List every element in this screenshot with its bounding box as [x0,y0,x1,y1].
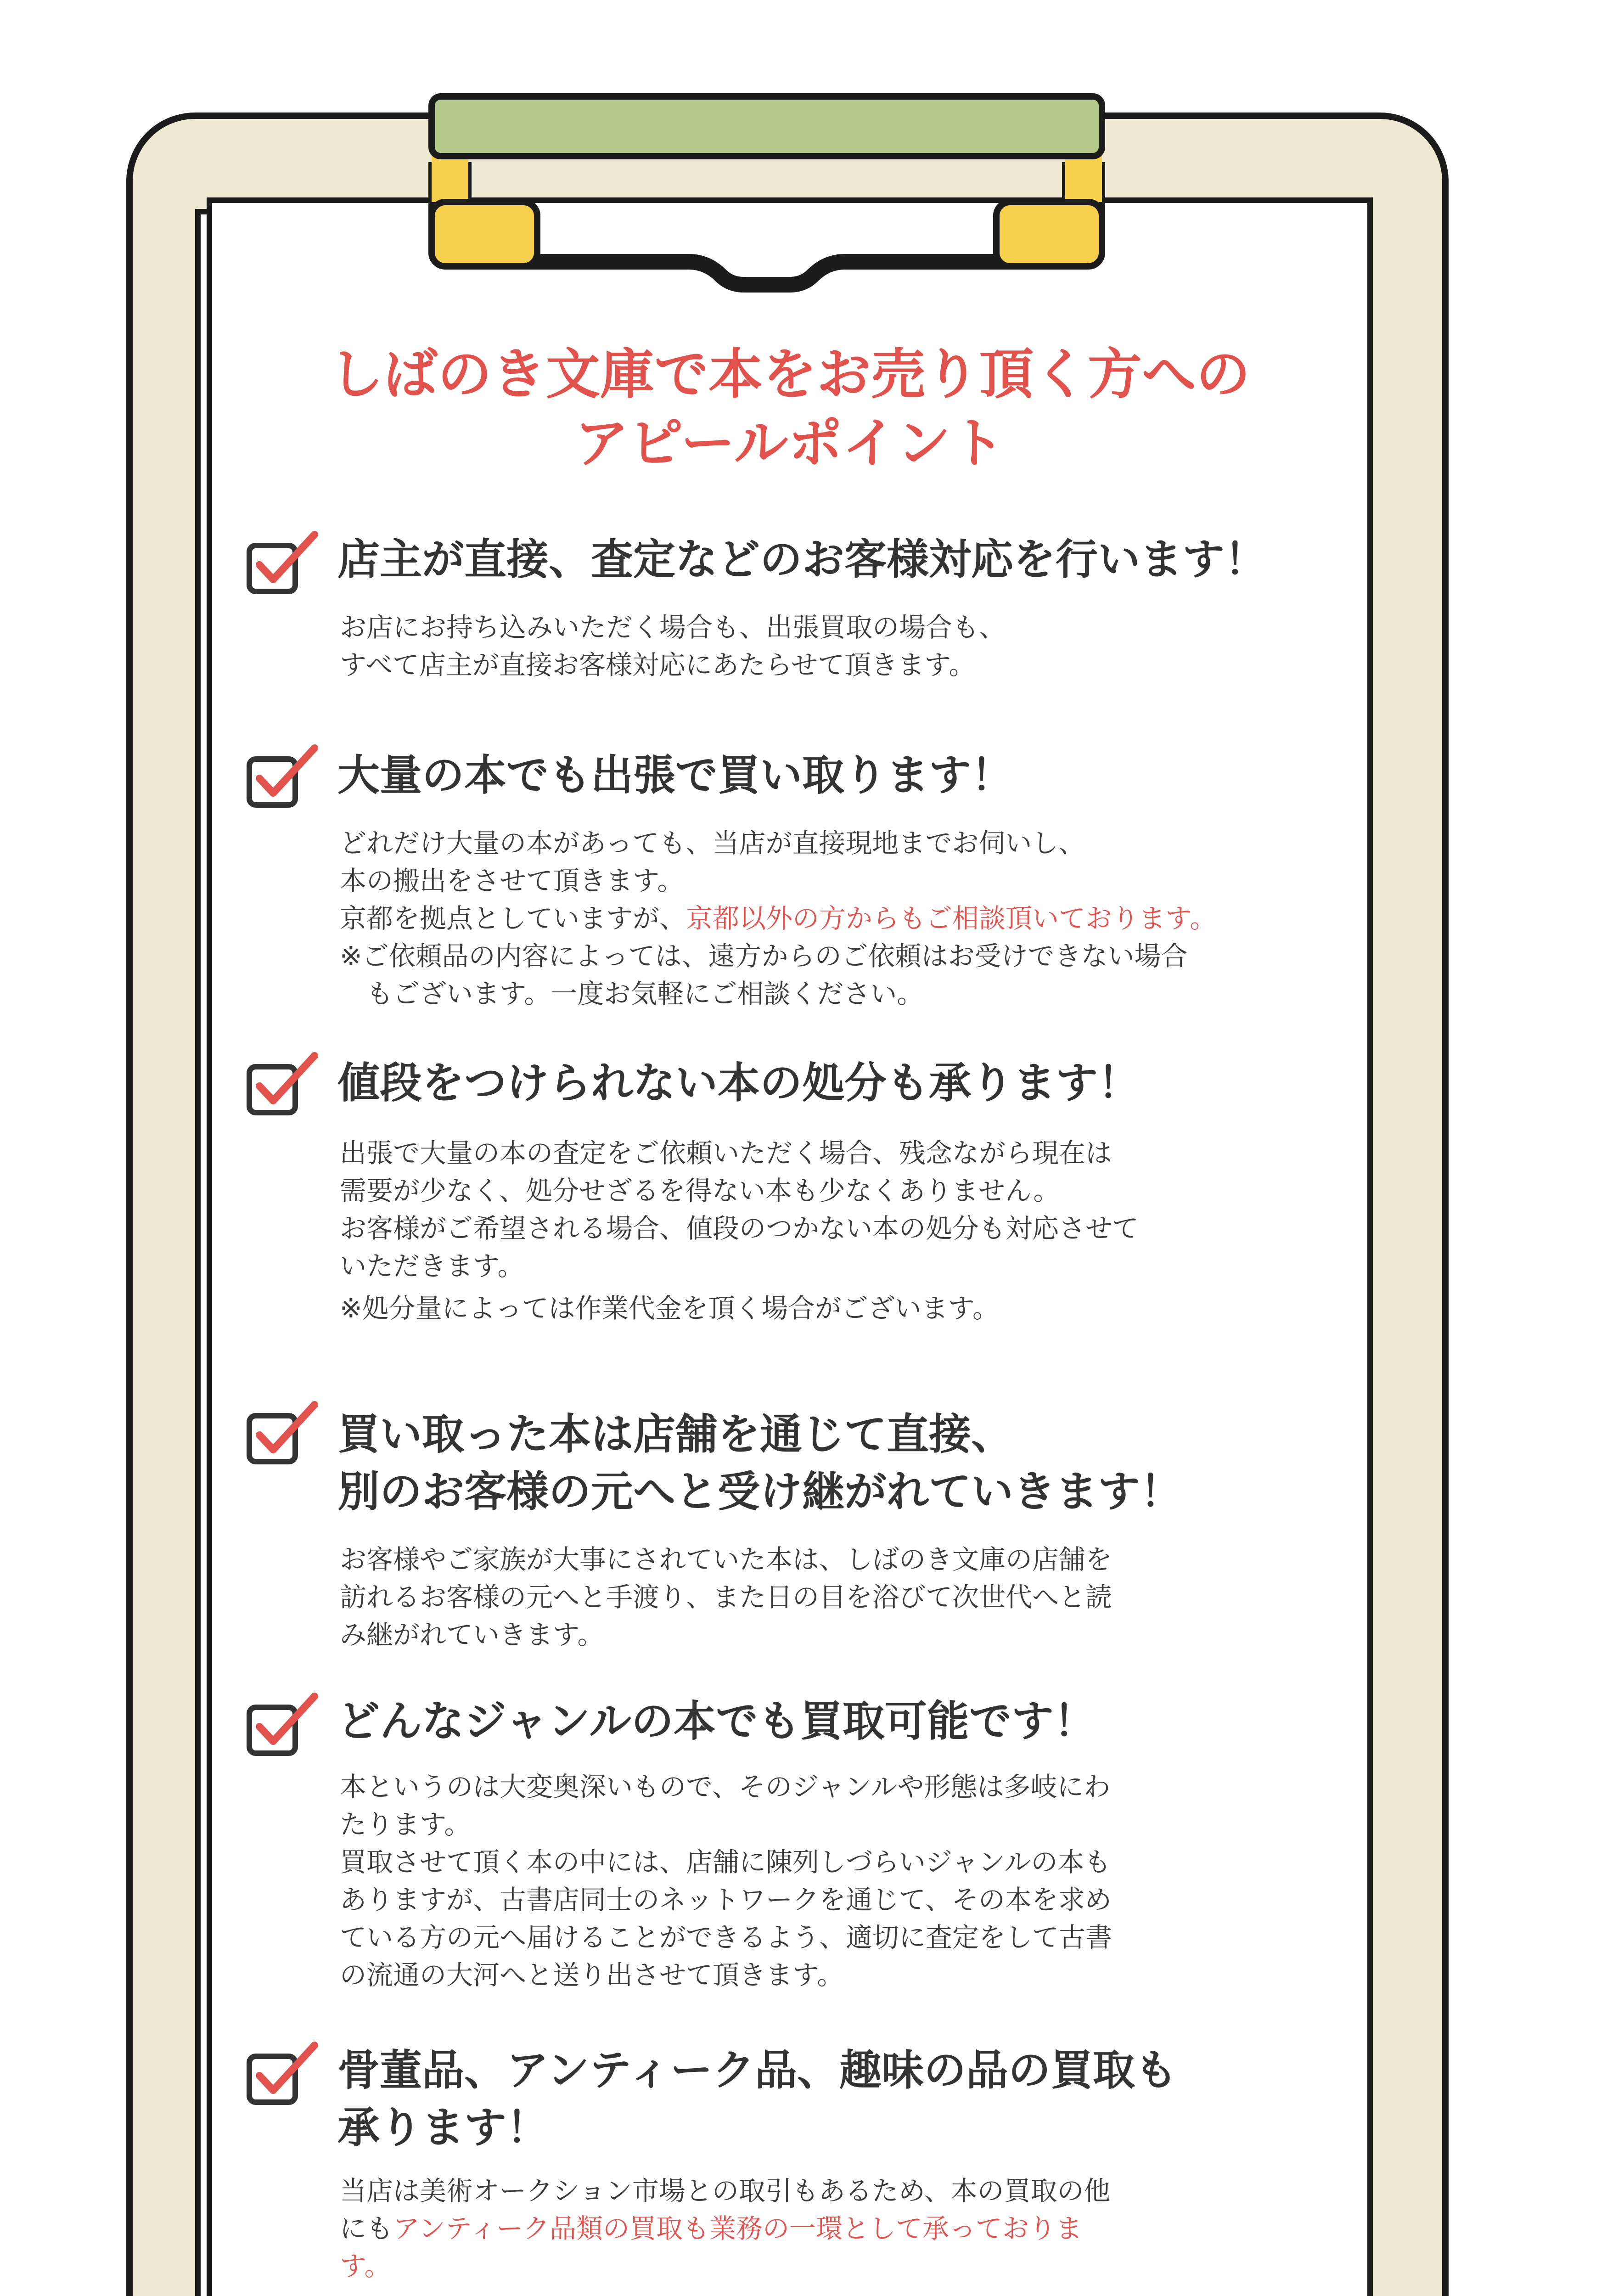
checkbox-check-icon [241,1398,324,1467]
page-title-line-2: アピールポイント [574,411,1005,475]
point-6-heading-line-1: 骨董品、アンティーク品、趣味の品の買取も [337,2046,1177,2095]
clipboard-clip-icon [376,87,1157,298]
point-2-body-line-2: 本の搬出をさせて頂きます。 [340,865,684,896]
point-4-heading-line-2: 別のお客様の元へと受け継がれていきます！ [337,1467,1183,1516]
checkbox-check-icon [241,1049,324,1118]
point-4-heading-line-1: 買い取った本は店舗を通じて直接、 [337,1410,1014,1459]
checkbox-check-icon [241,528,324,597]
point-4-body-line-3: み継がれていきます。 [340,1619,604,1650]
point-3-heading: 値段をつけられない本の処分も承ります！ [337,1058,1141,1108]
point-5-body-line-3: 買取させて頂く本の中には、店舗に陳列しづらいジャンルの本も [340,1846,1111,1878]
point-6-body-line-1: 当店は美術オークション市場との取引もあるため、本の買取の他 [340,2175,1111,2206]
point-2-heading: 大量の本でも出張で買い取ります！ [337,751,1014,800]
point-2-body-line-5: もございます。一度お気軽にご相談ください。 [340,978,924,1009]
point-5-body-line-5: ている方の元へ届けることができるよう、適切に査定をして古書 [340,1922,1113,1953]
checkbox-check-icon [241,2039,324,2108]
page-title-line-1: しばのき文庫で本をお売り頂く方への [329,343,1250,406]
point-3-body-line-1: 出張で大量の本の査定をご依頼いただく場合、残念ながら現在は [340,1137,1113,1169]
point-4-body-line-1: お客様やご家族が大事にされていた本は、しばのき文庫の店舗を [340,1544,1113,1575]
point-5-body-line-4: ありますが、古書店同士のネットワークを通じて、その本を求め [340,1884,1112,1915]
point-3-body-line-5: ※処分量によっては作業代金を頂く場合がございます。 [340,1293,999,1324]
point-6-body-line-2: にもアンティーク品類の買取も業務の一環として承っておりま [340,2213,1083,2244]
checkbox-check-icon [241,1690,324,1759]
checkbox-check-icon [241,742,324,810]
point-3-body-line-3: お客様がご希望される場合、値段のつかない本の処分も対応させて [340,1213,1139,1244]
point-2-body-line-4: ※ご依頼品の内容によっては、遠方からのご依頼はお受けできない場合 [340,940,1188,972]
point-5-body-line-2: たります。 [340,1809,471,1840]
point-6-body-line-3: す。 [340,2251,391,2282]
point-5-heading: どんなジャンルの本でも買取可能です！ [337,1697,1096,1746]
point-4-body-line-2: 訪れるお客様の元へと手渡り、また日の目を浴びて次世代へと読 [340,1581,1113,1613]
point-1-heading: 店主が直接、査定などのお客様対応を行います！ [337,535,1267,584]
point-3-body-line-2: 需要が少なく、処分せざるを得ない本も少なくありません。 [340,1175,1060,1206]
point-3-body-line-4: いただきます。 [340,1250,524,1282]
point-2-body-line-1: どれだけ大量の本があっても、当店が直接現地までお伺いし、 [340,827,1085,859]
point-1-body-line-2: すべて店主が直接お客様対応にあたらせて頂きます。 [340,649,976,681]
point-5-body-line-6: の流通の大河へと送り出させて頂きます。 [340,1959,844,1991]
point-1-body-line-1: お店にお持ち込みいただく場合も、出張買取の場合も、 [340,612,1006,643]
point-6-heading-line-2: 承ります！ [337,2103,549,2152]
point-5-body-line-1: 本というのは大変奥深いもので、そのジャンルや形態は多岐にわ [340,1771,1111,1802]
point-2-body-line-3: 京都を拠点としていますが、京都以外の方からもご相談頂いております。 [340,903,1217,934]
